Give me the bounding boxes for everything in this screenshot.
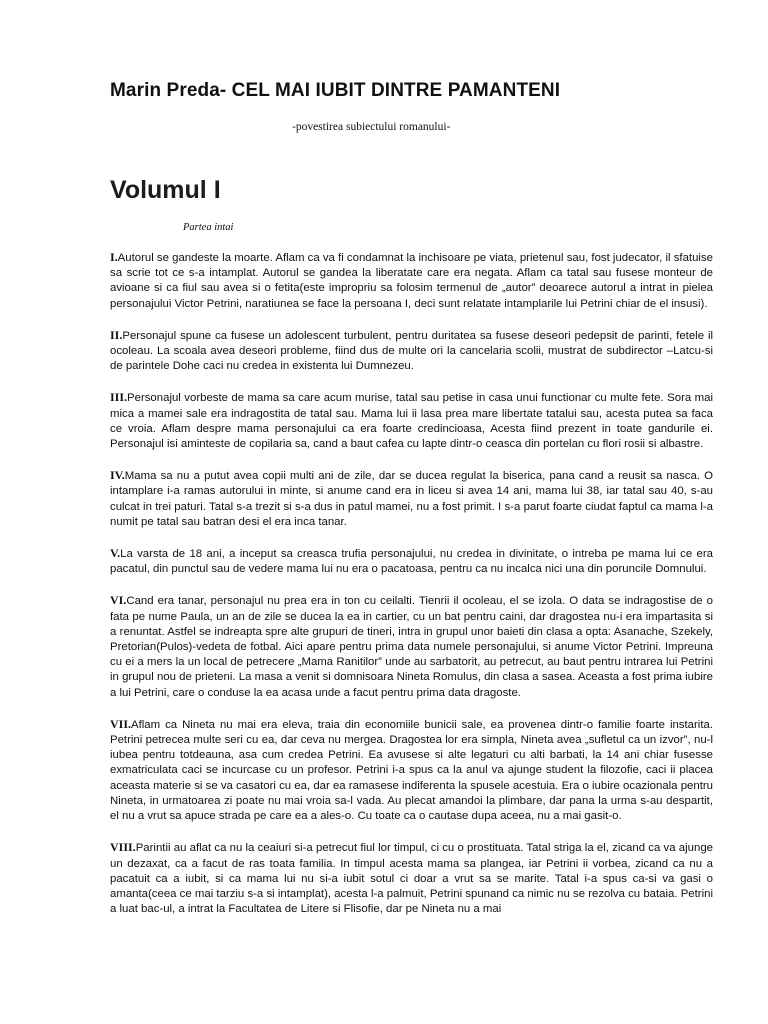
paragraph — [110, 593, 713, 700]
paragraph — [110, 250, 713, 312]
part-heading: Partea intai — [183, 222, 234, 233]
paragraph — [110, 390, 713, 452]
paragraph-number: VII. — [110, 716, 132, 731]
paragraph-text: La varsta de 18 ani, a inceput sa creasca trufia personajului, nu credea in divinitate, o intreba pe mama lui ce era pacatul, din punctul sau de vedere mama lui nu era o pacatoasa, pentru ca nu incalca nici una din poruncile Domnului. — [110, 548, 713, 576]
paragraph-text: Mama sa nu a putut avea copii multi ani de zile, dar se ducea regulat la biserica, pana cand a reusit sa nasca. O intamplare i-a ramas autorului in minte, si anume cand era in liceu si avea 14 ani, mama lui 38, iar tatal sau 40, s-au culcat in trei paturi. Tatal s-a trezit si s-a dus in patul mamei, nu a fost primit. I s-a parut foarte ciudat faptul ca mama l-a numit pe tatal sau batran desi el era inca tanar. — [110, 470, 713, 528]
paragraph-number: VIII. — [110, 840, 136, 855]
paragraph-number: II. — [110, 327, 123, 342]
paragraph-number: III. — [110, 390, 128, 405]
paragraph — [110, 840, 713, 917]
paragraph — [110, 468, 713, 530]
paragraph — [110, 546, 713, 577]
document-title: Marin Preda- CEL MAI IUBIT DINTRE PAMANTENI — [110, 80, 561, 101]
paragraph-text: Parintii au aflat ca nu la ceaiuri si-a petrecut fiul lor timpul, ci cu o prostituata. Tatal striga la el, zicand ca va ajunge un dezaxat, ca a facut de ras toata familia. In timpul acesta mama sa plangea, iar Petrini ii vorbea, zicand ca nu a pacatuit ca a iubit, si ca mama lui nu si-a iubit sotul ci doar a vrut sa se marite. Tatal i-a spus ca-si va gasi o amanta(ceea ce mai tarziu s-a si intamplat), acesta l-a palmuit, Petrini spunand ca nimic nu se rezolva cu bataia. Petrini a luat bac-ul, a intrat la Facultatea de Litere si Flisofie, dar pe Nineta nu a mai — [110, 842, 713, 916]
paragraph-number: I. — [110, 250, 118, 264]
paragraph — [110, 717, 713, 824]
paragraph-text: Aflam ca Nineta nu mai era eleva, traia din economiile bunicii sale, ea provenea dintr-o familie foarte instarita. Petrini petrecea multe seri cu ea, dar ceva nu mergea. Dragostea lor era simpla, Nineta avea „sufletul ca un izvor”, nu-l iubea pentru totdeauna, asa cum credea Petrini. Ea avusese si alte legaturi cu alti barbati, la 14 ani chiar fusesse exmatriculata caci se incurcase cu un profesor. Petrini i-a spus ca la anul va ajunge student la filozofie, caci ii placea aceasta materie si se va casatori cu ea, dar ea ramasese indiferenta la spusele acestuia. Era o iubire ocazionala pentru Nineta, in urmatoarea zi poate nu mai vroia sa-l vada. Au plecat amandoi la plimbare, dar pana la urma s-au despartit, el nu a vrut sa apuce strada pe care ea a ales-o. Cu toate ca o cautase dupa aceea, nu a mai gasit-o. — [110, 718, 713, 823]
paragraph-number: IV. — [110, 468, 125, 483]
paragraph — [110, 328, 713, 375]
document-body — [110, 250, 713, 933]
paragraph-text: Personajul spune ca fusese un adolescent turbulent, pentru duritatea sa fusese deseori pedepsit de parinti, fetele il ocoleau. La scoala avea deseori probleme, fiind dus de multe ori la cancelaria scolii, mustrat de subdirector –Latcu-si de parintele Dohe caci nu credea in existenta lui Dumnezeu. — [110, 329, 713, 373]
volume-heading: Volumul I — [110, 176, 221, 204]
paragraph-number: V. — [110, 546, 121, 561]
document-subtitle: -povestirea subiectului romanului- — [292, 121, 451, 133]
paragraph-text: Autorul se gandeste la moarte. Aflam ca va fi condamnat la inchisoare pe viata, prietenul sau, fost judecator, il sfatuise sa scrie tot ce s-a intamplat. Autorul se gandea la liberatate care era negata. Aflam ca tatal sau fusese monteur de avioane si ca fiul sau avea si o fetita(este impropriu sa folosim termenul de „autor” deoarece autorul a intrat in pielea personajului Victor Petrini, naratiunea se face la persoana I, deci sunt relatate intamplarile lui Petrini chiar de el insusi). — [110, 252, 713, 310]
paragraph-text: Cand era tanar, personajul nu prea era in ton cu ceilalti. Tienrii il ocoleau, el se izola. O data se indragostise de o fata pe nume Paula, un an de zile se ducea la ea in cartier, cu un bat pentru caini, dar dragostea nu-i era impartasita si a renuntat. Astfel se indreapta spre alte grupuri de tineri, intra in grupul unor baieti din clasa a opta: Asanache, Szekely, Pretorian(Pulos)-vedeta de fotbal. Aici apare pentru prima data numele personajului, si anume Victor Petrini. Impreuna cu ei a mers la un local de petrecere „Mama Ranitilor” unde au sarbatorit, au petrecut, au baut pentru intrarea lui Petrini in grupul nou de prieteni. La masa a venit si domnisoara Nineta Romulus, din clasa a sasea. Aceasta a fost prima iubire a lui Petrini, care o conduse la ea acasa unde a facut pentru prima data dragoste. — [110, 595, 713, 699]
paragraph-text: Personajul vorbeste de mama sa care acum murise, tatal sau petise in casa unui functionar cu multe fete. Sora mai mica a mamei sale era indragostita de tatal sau. Mama lui ii lasa prea mare libertate tatalui sau, acesta putea sa faca ce vroia. Aflam despre mama personajului ca era foarte credincioasa, Acesta fiind prezent in toate gandurile ei. Personajul isi aminteste de copilaria sa, cand a baut cafea cu lapte dintr-o ceasca din portelan cu flori rosii si albastre. — [110, 392, 713, 451]
paragraph-number: VI. — [110, 593, 127, 608]
